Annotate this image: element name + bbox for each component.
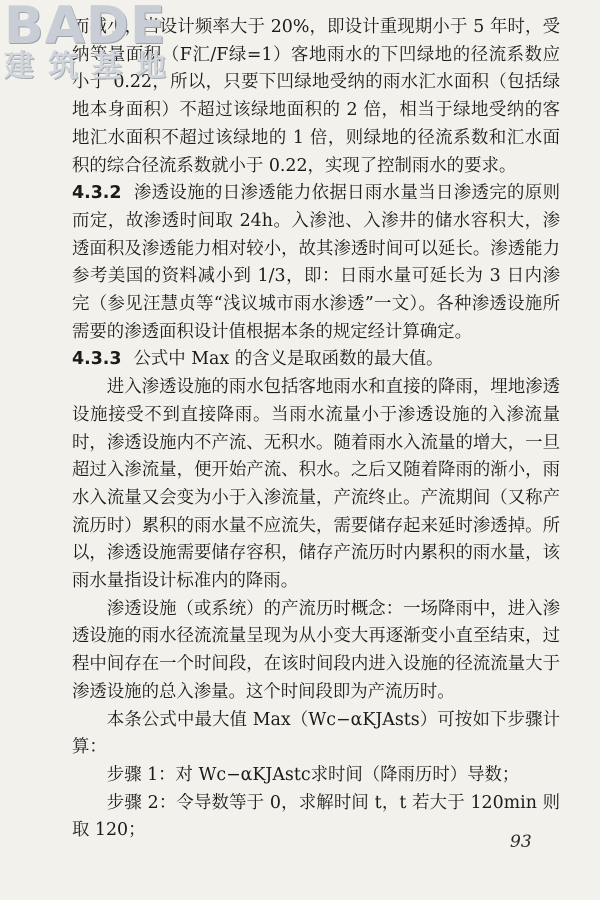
- paragraph: 本条公式中最大值 Max（Wc−αKJAsts）可按如下步骤计算：: [72, 709, 560, 758]
- section-number: 4.3.3: [72, 349, 122, 370]
- watermark-logo-subtitle: 建筑基地: [4, 49, 180, 84]
- page-number: 93: [510, 832, 532, 852]
- section-4-3-2: [72, 180, 560, 346]
- section-text: 公式中 Max 的含义是取函数的最大值。: [133, 349, 444, 370]
- watermark-logo-text: BADE: [4, 0, 167, 56]
- section-number: 4.3.2: [72, 183, 122, 204]
- paragraph-step-1: 步骤 1：对 Wc−αKJAstc求时间（降雨历时）导数；: [106, 764, 520, 785]
- paragraph-continued: 而减小，当设计频率大于 20%，即设计重现期小于 5 年时，受纳等量面积（F汇/F绿=1）客地雨水的下凹绿地的径流系数应小于 0.22，所以，只要下凹绿地受纳的雨水汇水面积（包括绿地本身面积）不超过该绿地面积的 2 倍，相当于绿地受纳的客地汇水面积不超过该绿地的 1 倍，则绿地的径流系数和汇水面积的综合径流系数就小于 0.22，实现了控制雨水的要求。: [72, 17, 560, 176]
- paragraph-step-2: 步骤 2：令导数等于 0，求解时间 t，t 若大于 120min 则取 120；: [72, 792, 560, 841]
- paragraph: 渗透设施（或系统）的产流历时概念：一场降雨中，进入渗透设施的雨水径流流量呈现为从小变大再逐渐变小直至结束，过程中间存在一个时间段，在该时间段内进入设施的径流流量大于渗透设施的总入渗量。这个时间段即为产流历时。: [72, 598, 560, 702]
- section-4-3-3: [72, 346, 560, 374]
- watermark-logo: [4, 2, 184, 94]
- paragraph: 进入渗透设施的雨水包括客地雨水和直接的降雨，埋地渗透设施接受不到直接降雨。当雨水流量小于渗透设施的入渗流量时，渗透设施内不产流、无积水。随着雨水入流量的增大，一旦超过入渗流量，便开始产流、积水。之后又随着降雨的渐小，雨水入流量又会变为小于入渗流量，产流终止。产流期间（又称产流历时）累积的雨水量不应流失，需要储存起来延时渗透掉。所以，渗透设施需要储存容积，储存产流历时内累积的雨水量，该雨水量指设计标准内的降雨。: [72, 377, 560, 592]
- section-text: 渗透设施的日渗透能力依据日雨水量当日渗透完的原则而定，故渗透时间取 24h。入渗池、入渗井的储水容积大，渗透面积及渗透能力相对较小，故其渗透时间可以延长。渗透能力参考美国的资料减小到 1/3，即：日雨水量可延长为 3 日内渗完（参见汪慧贞等“浅议城市雨水渗透”一文）。各种渗透设施所需要的渗透面积设计值根据本条的规定经计算确定。: [72, 183, 560, 342]
- body-text: [72, 14, 560, 845]
